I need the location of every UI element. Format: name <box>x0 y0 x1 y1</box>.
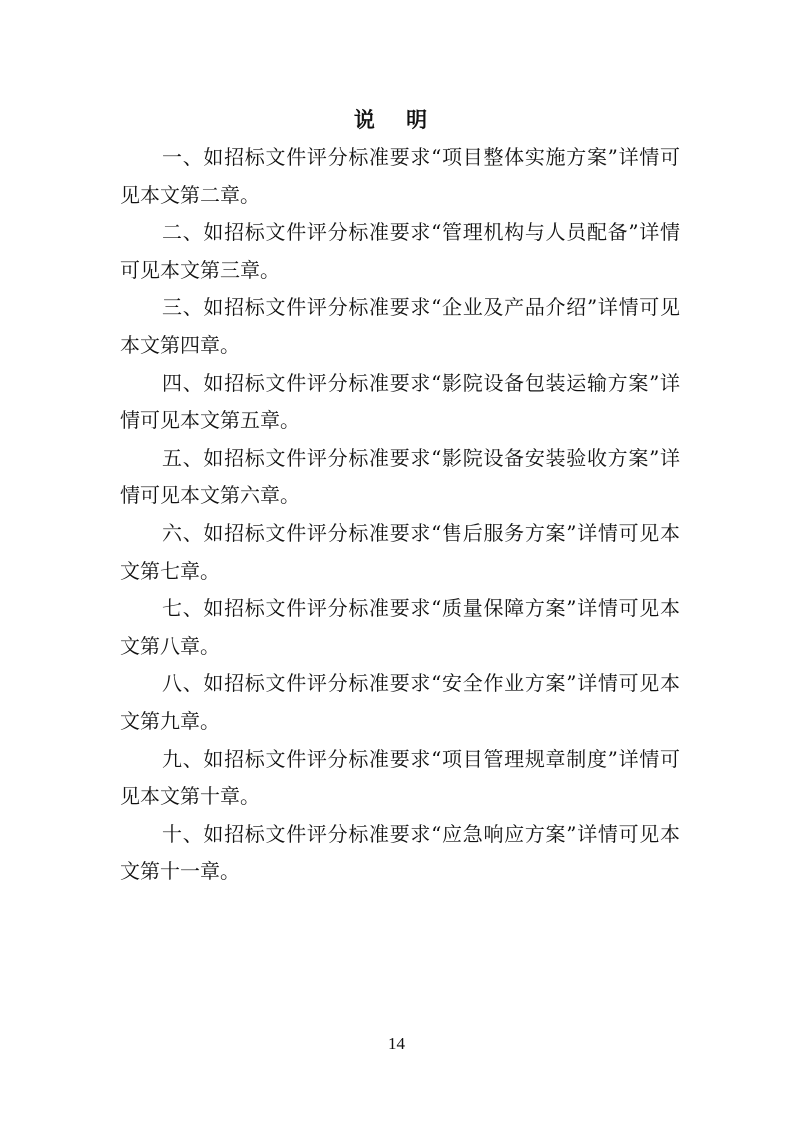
paragraph-item-5: 五、如招标文件评分标准要求“影院设备安装验收方案”详情可见本文第六章。 <box>120 445 680 508</box>
paragraph-item-10: 十、如招标文件评分标准要求“应急响应方案”详情可见本文第十一章。 <box>120 821 680 884</box>
paragraph-item-9: 九、如招标文件评分标准要求“项目管理规章制度”详情可见本文第十章。 <box>120 746 680 809</box>
paragraph-item-3: 三、如招标文件评分标准要求“企业及产品介绍”详情可见本文第四章。 <box>120 295 680 357</box>
paragraph-item-6: 六、如招标文件评分标准要求“售后服务方案”详情可见本文第七章。 <box>120 520 680 583</box>
document-body <box>120 139 680 891</box>
paragraph-item-8: 八、如招标文件评分标准要求“安全作业方案”详情可见本文第九章。 <box>120 671 680 733</box>
paragraph-item-2: 二、如招标文件评分标准要求“管理机构与人员配备”详情可见本文第三章。 <box>120 220 680 282</box>
paragraph-item-7: 七、如招标文件评分标准要求“质量保障方案”详情可见本文第八章。 <box>120 596 680 658</box>
page-number: 14 <box>388 1034 405 1053</box>
paragraph-item-4: 四、如招标文件评分标准要求“影院设备包装运输方案”详情可见本文第五章。 <box>120 370 680 433</box>
page-title: 说 明 <box>353 107 440 132</box>
paragraph-item-1: 一、如招标文件评分标准要求“项目整体实施方案”详情可见本文第二章。 <box>120 145 680 207</box>
